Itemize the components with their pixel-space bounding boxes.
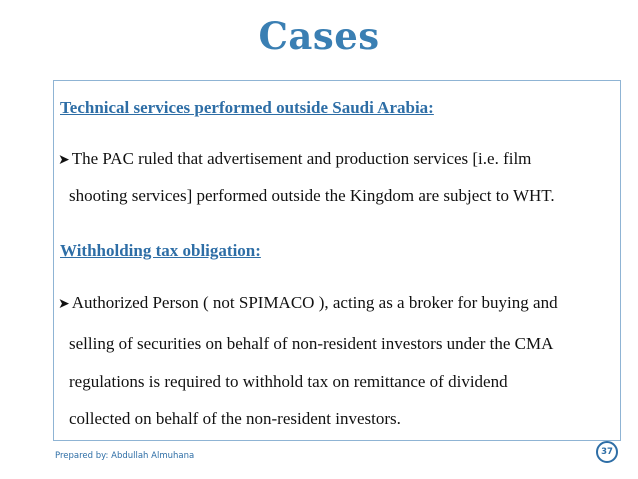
bullet-item-pac-ruling <box>58 149 531 169</box>
bullet-text-line: Authorized Person ( not SPIMACO ), acting as a broker for buying and <box>71 293 558 312</box>
arrow-bullet-icon: ➤ <box>58 296 70 312</box>
section-heading-technical-services: Technical services performed outside Saudi Arabia: <box>60 98 434 117</box>
bullet-continuation-line: shooting services] performed outside the Kingdom are subject to WHT. <box>69 186 555 205</box>
content-box <box>53 80 621 441</box>
bullet-item-authorized-person <box>58 293 558 313</box>
page-number-badge: 37 <box>596 441 618 463</box>
bullet-text-line: The PAC ruled that advertisement and production services [i.e. film <box>71 149 532 168</box>
footer-credit: Prepared by: Abdullah Almuhana <box>55 451 195 461</box>
slide-title: Cases <box>258 14 380 58</box>
section-heading-withholding-tax: Withholding tax obligation: <box>60 241 261 260</box>
arrow-bullet-icon: ➤ <box>58 152 70 168</box>
bullet-continuation-line: regulations is required to withhold tax on remittance of dividend <box>69 372 508 391</box>
bullet-continuation-line: collected on behalf of the non-resident investors. <box>69 409 401 428</box>
bullet-continuation-line: selling of securities on behalf of non-resident investors under the CMA <box>69 334 554 353</box>
